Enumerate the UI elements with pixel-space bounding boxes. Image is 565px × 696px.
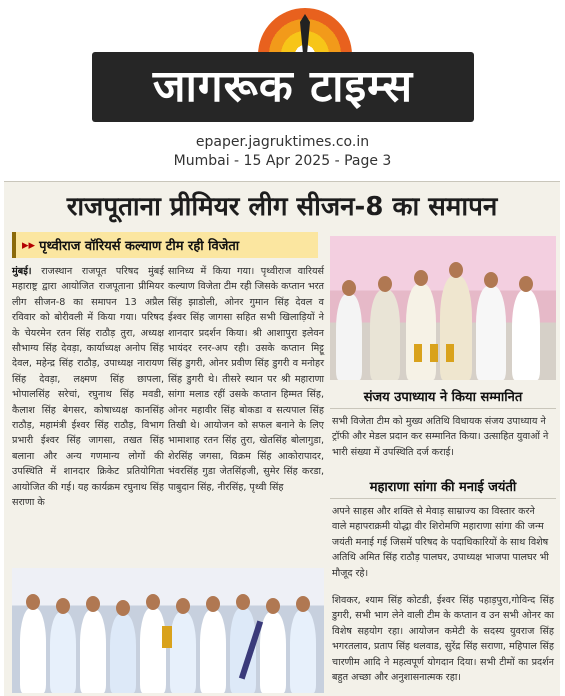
trophy-icon bbox=[430, 344, 438, 362]
sanga-jayanti-text: अपने साहस और शक्ति से मेवाड़ साम्राज्य का विस्तार करने वाले महापराक्रमी योद्धा वीर शिरोमणि महाराणा सांगा की जन्म जयंती मनाई गई जिसमें परिषद के पदाधिकारियों के साथ विशेष अतिथि अमित सिंह राठौड़ पालघर, उपाध्यक्ष भाजपा पालघर भी मौजूद रहे। bbox=[332, 506, 549, 579]
article-subhead bbox=[12, 232, 318, 258]
player-figure bbox=[20, 608, 46, 693]
honor-text: सभी विजेता टीम को मुख्य अतिथि विधायक संजय उपाध्याय ने ट्रॉफी और मेडल प्रदान कर सम्मानित किया। उत्साहित युवाओं ने भारी संख्या में उपस्थिति दर्ज कराई। bbox=[332, 416, 549, 458]
dateline-place: मुंबई। bbox=[12, 266, 32, 277]
column-1-text: राजस्थान राजपूत परिषद मुंबई महाराष्ट्र द्वारा आयोजित राजपूताना प्रीमियर लीग सीजन-8 का समापन 13 अप्रैल रविवार को बोरीवली में किया गया। परिषद के चेयरमेन रतन सिंह राठौड़ तुरा, अध्यक्ष सौभाग्य सिंह देवड़ा, कार्याध्यक्ष अनोप सिंह देवल, महेन्द्र सिंह राठौड़, उपाध्यक्ष नारायण सिंह देवड़ा, लक्ष्मण सिंह छापला, भोपालसिंह सरेचां, रघुनाथ सिंह मवडी, कैलाश सिंह बेगसर, कोषाध्यक्ष कानसिंह राठौड़, महामंत्री ईश्वर सिंह राठौड़, विभाग प्रभारी ईश्वर सिंह जागसा, तखत सिंह बलाना और अन्य गणमान्य लोगों की उपस्थिति में शानदार क्रिकेट प्रतियोगिता आयोजित की गई। यह कार्यक्रम रघुनाथ सिंह सराणा के bbox=[12, 266, 164, 509]
player-figure bbox=[80, 610, 106, 693]
section-heading-sanga-jayanti: महाराणा सांगा की मनाई जयंती bbox=[330, 474, 556, 499]
article-headline: राजपूताना प्रीमियर लीग सीजन-8 का समापन bbox=[66, 192, 498, 222]
epaper-url[interactable]: epaper.jagruktimes.co.in bbox=[195, 134, 370, 150]
player-head bbox=[146, 594, 160, 610]
person-head bbox=[449, 262, 463, 278]
person-head bbox=[484, 272, 498, 288]
double-arrow-icon: ▸▸ bbox=[22, 237, 36, 253]
player-figure bbox=[50, 612, 76, 693]
article-column-1 bbox=[12, 264, 164, 511]
person-head bbox=[342, 280, 356, 296]
article-column-3: शिवकर, श्याम सिंह कोटडी, ईश्वर सिंह पहाड़पुरा,गोविन्द सिंह डुगरी, सभी भाग लेने वाली टीम के कप्तान व उन सभी ओनर का विशेष सहयोग रहा। आयोजन कमेटी के सदस्य युवराज सिंह भगरतलाव, प्रताप सिंह थलवाड, सुरेंद्र सिंह सराणा, महिपाल सिंह चारणीम आदि ने महत्वपूर्ण योगदान दिया। सभी टीमों का प्रदर्शन बहुत अच्छा और अनुशासनात्मक रहा। bbox=[332, 595, 554, 684]
player-head bbox=[296, 596, 310, 612]
person-head bbox=[378, 276, 392, 292]
player-figure bbox=[200, 610, 226, 693]
person-figure bbox=[336, 294, 362, 380]
article-column-2: सानिध्य में किया गया। पृथ्वीराज वारियर्स कल्याण विजेता टीम रही जिसके कप्तान भरत सिंह झाडोली, ओनर गुमान सिंह देवल व ईश्वर सिंह जागसा सहित सभी खिलाड़ियों ने शानदार प्रदर्शन किया। श्री आशापुरा इलेवन भायंदर रनर-अप रही। उसके कप्तान मिट्टू सिंह डुगरी, ओनर प्रवीण सिंह डुगरी व मनोहर सिंह डुगरी थे। तीसरे स्थान पर श्री महाराणा सांगा मलाड रहीं उसके कप्तान हिम्मत सिंह, ओनर महावीर सिंह बोकडा व सत्यपाल सिंह तिखी थे। आयोजन को सफल बनाने के लिए भामाशाह रतन सिंह तुरा, खेतसिंह बोलागुडा, शेरसिंह जगसा, विक्रम सिंह आकोरापादर, भंवरसिंह गुडा जेतसिंहजी, सुमेर सिंह करडा, पाबुदान सिंह, नीरसिंह, पृथ्वी सिंह bbox=[168, 266, 324, 493]
player-figure bbox=[260, 612, 286, 693]
trophy-icon bbox=[162, 626, 172, 648]
logo-text: जागरूक टाइम्स bbox=[152, 61, 414, 112]
player-head bbox=[176, 598, 190, 614]
person-head bbox=[519, 276, 533, 292]
player-figure bbox=[110, 614, 136, 693]
person-figure bbox=[370, 290, 400, 380]
player-figure bbox=[170, 612, 196, 693]
edition-line: Mumbai - 15 Apr 2025 - Page 3 bbox=[173, 153, 392, 169]
player-head bbox=[56, 598, 70, 614]
person-head bbox=[414, 270, 428, 286]
subhead-text: पृथ्वीराज वॉरियर्स कल्याण टीम रही विजेता bbox=[39, 239, 240, 254]
person-figure bbox=[440, 276, 472, 380]
person-figure bbox=[512, 290, 540, 380]
player-head bbox=[206, 596, 220, 612]
newspaper-logo[interactable] bbox=[92, 52, 474, 122]
trophy-icon bbox=[414, 344, 422, 362]
player-head bbox=[26, 594, 40, 610]
team-photo bbox=[12, 568, 324, 693]
person-figure bbox=[476, 286, 506, 380]
player-head bbox=[236, 594, 250, 610]
person-figure bbox=[406, 284, 436, 380]
section-heading-honor: संजय उपाध्याय ने किया सम्मानित bbox=[330, 384, 556, 409]
player-figure bbox=[290, 610, 316, 693]
trophy-icon bbox=[446, 344, 454, 362]
masthead bbox=[0, 0, 565, 180]
award-ceremony-photo bbox=[330, 236, 556, 380]
player-figure bbox=[140, 608, 166, 693]
player-head bbox=[86, 596, 100, 612]
player-head bbox=[266, 598, 280, 614]
player-head bbox=[116, 600, 130, 616]
